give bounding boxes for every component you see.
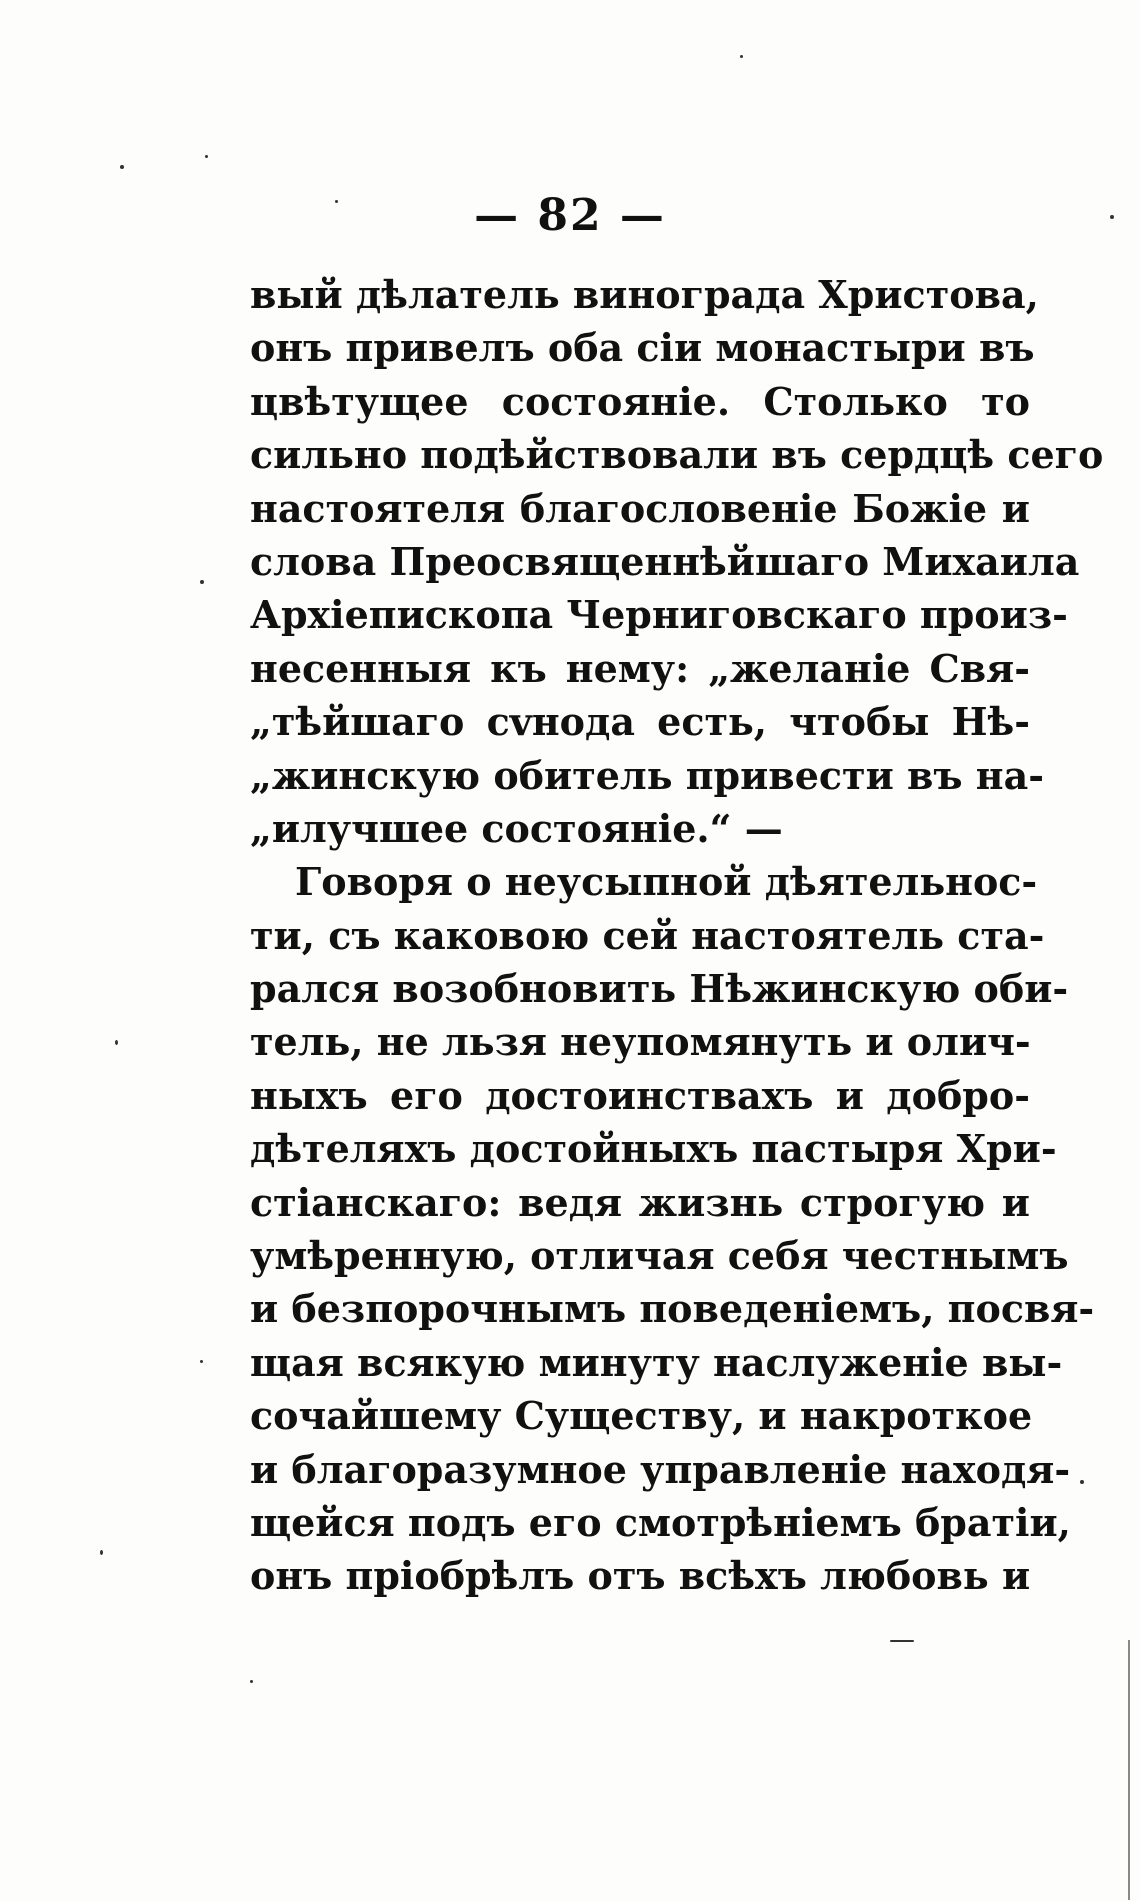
text-line: стіанскаго: ведя жизнь строгую и — [250, 1179, 1030, 1225]
text-line: слова Преосвященнѣйшаго Михаила — [250, 538, 1080, 584]
text-line: рался возобновить Нѣжинскую оби- — [250, 966, 1069, 1012]
text-line: ныхъ его достоинствахъ и добро- — [250, 1072, 1030, 1118]
text-line: „жинскую обитель привести въ на- — [250, 752, 1044, 798]
text-line: сильно подѣйствовали въ сердцѣ сего — [250, 432, 1104, 478]
speck — [740, 55, 743, 58]
text-line: сочайшему Существу, и накроткое — [250, 1393, 1033, 1439]
text-line: онъ привелъ оба сіи монастыри въ — [250, 325, 1035, 371]
text-line: щейся подъ его смотрѣніемъ братіи, — [250, 1499, 1071, 1545]
speck — [200, 1360, 203, 1363]
speck — [250, 1680, 253, 1683]
paragraph-1 — [250, 268, 1104, 855]
text-line: Говоря о неусыпной дѣятельнос- — [295, 859, 1038, 905]
text-line: ти, съ каковою сей настоятель ста- — [250, 912, 1045, 958]
speck — [120, 165, 124, 169]
speck — [890, 1640, 914, 1642]
text-line: „илучшее состояніе.“ — — [250, 805, 783, 851]
text-line: и благоразумное управленіе находя- — [250, 1446, 1071, 1492]
text-line: несенныя къ нему: „желаніе Свя- — [250, 645, 1030, 691]
text-line: тель, не льзя неупомянуть и олич- — [250, 1019, 1031, 1065]
page-edge-line — [1128, 1640, 1130, 1900]
speck — [200, 580, 204, 584]
text-line: настоятеля благословеніе Божіе и — [250, 485, 1030, 531]
text-line: вый дѣлатель винограда Христова, — [250, 272, 1039, 317]
speck — [115, 1040, 118, 1045]
speck — [1080, 1480, 1084, 1484]
speck — [1110, 215, 1114, 219]
body-text — [250, 268, 1104, 1603]
speck — [100, 1550, 103, 1555]
paragraph-2 — [250, 855, 1095, 1602]
text-line: Архіепископа Черниговскаго произ- — [250, 592, 1068, 638]
speck — [335, 200, 338, 203]
text-line: дѣтеляхъ достойныхъ пастыря Хри- — [250, 1126, 1057, 1172]
text-line: „тѣйшаго сvнода есть, чтобы Нѣ- — [250, 699, 1030, 745]
text-line: щая всякую минуту наслуженіе вы- — [250, 1339, 1063, 1385]
text-line: онъ пріобрѣлъ отъ всѣхъ любовь и — [250, 1553, 1031, 1599]
text-line: и безпорочнымъ поведеніемъ, посвя- — [250, 1286, 1095, 1332]
text-line: умѣренную, отличая себя честнымъ — [250, 1233, 1069, 1279]
speck — [205, 155, 208, 158]
text-line: цвѣтущее состояніе. Столько то — [250, 378, 1030, 424]
page-number: — 82 — — [474, 190, 666, 241]
